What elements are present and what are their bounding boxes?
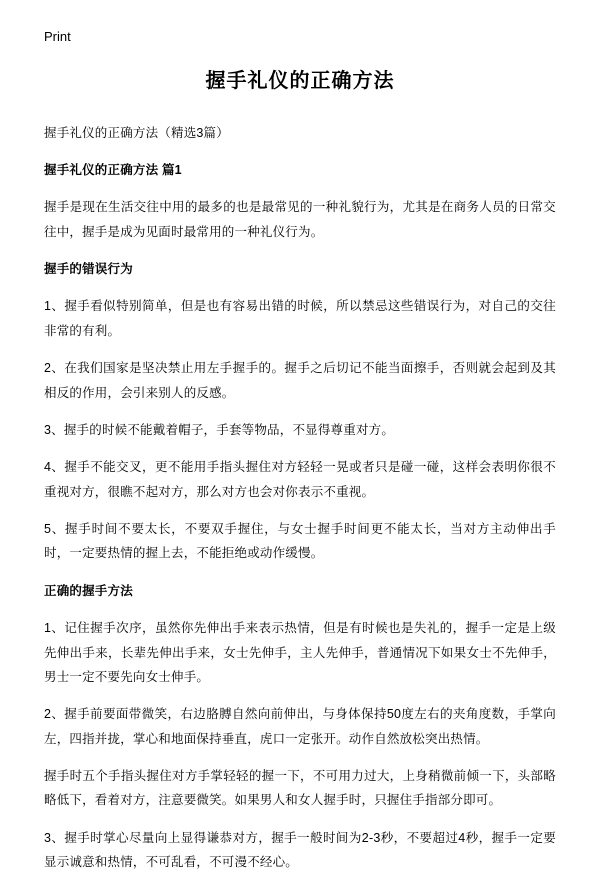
body-paragraph: 握手是现在生活交往中用的最多的也是最常见的一种礼貌行为，尤其是在商务人员的日常交往中，握手是成为见面时最常用的一种礼仪行为。 (44, 200, 556, 239)
body-paragraph: 3、握手的时候不能戴着帽子，手套等物品，不显得尊重对方。 (44, 422, 395, 437)
section-heading: 握手礼仪的正确方法 篇1 (44, 162, 182, 177)
document-body (44, 121, 556, 875)
body-paragraph: 1、记住握手次序，虽然你先伸出手来表示热情，但是有时候也是失礼的，握手一定是上级先伸出手来，长辈先伸出手来，女士先伸手，主人先伸手，普通情况下如果女士不先伸手，男士一定不要先向女士伸手。 (44, 621, 556, 684)
page-title: 握手礼仪的正确方法 (205, 69, 395, 92)
body-paragraph: 1、握手看似特别简单，但是也有容易出错的时候，所以禁忌这些错误行为，对自己的交往非常的有利。 (44, 299, 556, 338)
section-heading: 握手的错误行为 (44, 262, 133, 277)
body-paragraph: 5、握手时间不要太长，不要双手握住，与女士握手时间更不能太长，当对方主动伸出手时，一定要热情的握上去，不能拒绝或动作缓慢。 (44, 522, 556, 561)
body-paragraph: 2、握手前要面带微笑，右边胳膊自然向前伸出，与身体保持50度左右的夹角度数，手掌向左，四指并拢，掌心和地面保持垂直，虎口一定张开。动作自然放松突出热情。 (44, 707, 556, 746)
print-button[interactable]: Print (44, 29, 71, 44)
body-paragraph: 2、在我们国家是坚决禁止用左手握手的。握手之后切记不能当面擦手，否则就会起到及其相反的作用，会引来别人的反感。 (44, 361, 556, 400)
body-paragraph: 3、握手时掌心尽量向上显得谦恭对方，握手一般时间为2-3秒，不要超过4秒，握手一定要显示诚意和热情，不可乱看，不可漫不经心。 (44, 830, 556, 870)
body-paragraph: 4、握手不能交叉，更不能用手指头握住对方轻轻一晃或者只是碰一碰，这样会表明你很不重视对方，很瞧不起对方，那么对方也会对你表示不重视。 (44, 460, 556, 499)
section-heading: 正确的握手方法 (44, 583, 133, 598)
body-paragraph: 握手时五个手指头握住对方手掌轻轻的握一下，不可用力过大，上身稍微前倾一下，头部略略低下，看着对方，注意要微笑。如果男人和女人握手时，只握住手指部分即可。 (44, 769, 556, 808)
body-paragraph: 握手礼仪的正确方法（精选3篇） (44, 125, 229, 140)
